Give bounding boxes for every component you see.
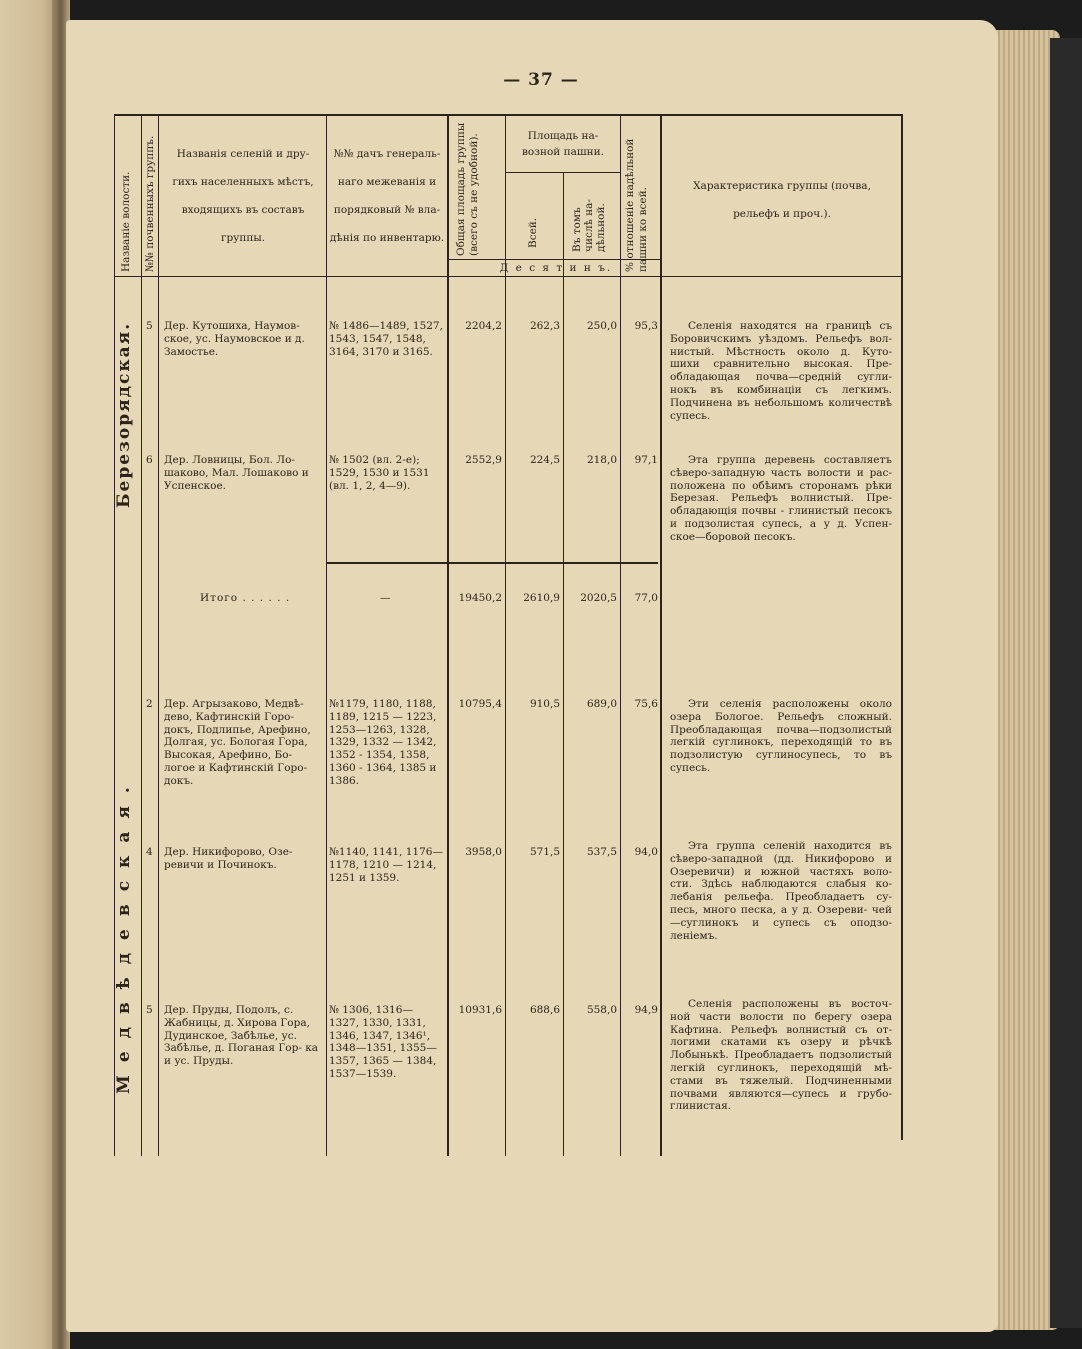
group-characteristic: Эта группа селеній находится въ сѣверо-западной (дд. Никифорово и Озеревичи) и южной частяхъ воло- сти. Здѣсь наблюдаются слабыя ко- лебанія рельефа. Преобладаетъ су- песь, много песка, а у д. Озереви- чей—суглинокъ и супесь съ оподзо- леніемъ.	[670, 840, 892, 942]
volost-name: Медвѣдевская.	[114, 774, 134, 1094]
group-characteristic: Селенія расположены въ восточ- ной части волости по берегу озера Кафтина. Рельефъ волнистый съ от- логими скатами къ озеру и рѣчкѣ Лобынькѣ. Преобладаетъ подзолистый легкій суглинокъ, переходящій мѣ- стами въ тяжелый. Подчиненными почвами являются—супесь и грубо- глинистая.	[670, 998, 892, 1113]
arable-area: 224,5	[529, 454, 560, 466]
volost-name: Березорядская.	[114, 321, 134, 508]
allotment-area: 558,0	[586, 1004, 617, 1016]
rule-group	[141, 114, 142, 1156]
group-characteristic: Эти селенія расположены около озера Бологое. Рельефъ сложный. Преобладающая почва—подзолистый легкій суглинокъ, переходящій то въ подзолистую суглиносупесь, то въ супесь.	[670, 698, 892, 774]
dachi-numbers: № 1486—1489, 1527, 1543, 1547, 1548, 3164, 3170 и 3165.	[329, 320, 443, 358]
allotment-percent: 94,9	[634, 1004, 658, 1016]
table-top-rule	[114, 114, 902, 116]
rule-allot	[563, 172, 564, 1156]
header-dachi: №№ дачъ генераль- наго межеванія и порядковый № вла- дѣнія по инвентарю.	[329, 148, 445, 244]
dachi-numbers: №1140, 1141, 1176— 1178, 1210 — 1214, 1251 и 1359.	[329, 846, 443, 884]
allotment-percent: 97,1	[634, 454, 658, 466]
header-characteristic: Характеристика группы (почва, рельефъ и проч.).	[693, 180, 871, 220]
allotment-percent: 75,6	[634, 698, 658, 710]
total-area: 10795,4	[458, 698, 502, 710]
arable-area: 571,5	[529, 846, 560, 858]
allotment-percent: 77,0	[634, 592, 658, 604]
rule-dachi	[326, 114, 327, 1156]
header-arable-title: Площадь на- возной пашни.	[522, 130, 604, 158]
settlement-names: Дер. Ловницы, Бол. Ло- шаково, Мал. Лошаково и Успенское.	[164, 454, 309, 492]
allotment-area: 218,0	[586, 454, 617, 466]
total-area: 2552,9	[465, 454, 502, 466]
arable-area: 2610,9	[523, 592, 560, 604]
allotment-area: 250,0	[586, 320, 617, 332]
rule-total	[447, 114, 449, 1156]
settlement-names: Дер. Кутошиха, Наумов- ское, ус. Наумовское и д. Замостье.	[164, 320, 305, 358]
total-area: 19450,2	[458, 592, 502, 604]
settlement-names: Дер. Никифорово, Озе- ревичи и Починокъ.	[164, 846, 293, 871]
total-area: 10931,6	[458, 1004, 502, 1016]
total-label: Итого . . . . . .	[200, 592, 291, 604]
rule-char	[660, 114, 662, 1156]
header-arable-all: Всей.	[527, 217, 539, 248]
group-number: 6	[146, 454, 153, 466]
table-right-rule	[901, 114, 903, 1140]
arable-area: 262,3	[529, 320, 560, 332]
allotment-area: 2020,5	[580, 592, 617, 604]
itogo-rule	[326, 562, 658, 564]
header-names: Названія селеній и дру- гихъ населенныхъ мѣстъ, входящихъ въ составъ группы.	[172, 148, 314, 244]
allotment-area: 689,0	[586, 698, 617, 710]
total-area: 2204,2	[465, 320, 502, 332]
header-percent: % отношеніе надѣльной пашни ко всей.	[624, 138, 649, 272]
settlement-names: Дер. Агрызаково, Медвѣ- дево, Кафтинскій Горо- докъ, Подлипье, Арефино, Долгая, ус. Бологая Гора, Высокая, Арефино, Бо- логое и Кафтинскій Горо- докъ.	[164, 698, 311, 787]
settlement-names: Дер. Пруды, Подолъ, с. Жабницы, д. Хирова Гора, Дудинское, Забѣлье, ус. Забѣлье, д. Поганая Гор- ка и ус. Пруды.	[164, 1004, 319, 1068]
group-number: 4	[146, 846, 153, 858]
header-total-area: Общая площадь группы (всего съ не удобной).	[455, 122, 480, 256]
total-dachi: —	[380, 592, 391, 604]
header-group-no: №№ почвенныхъ группъ.	[144, 135, 156, 272]
dachi-numbers: №1179, 1180, 1188, 1189, 1215 — 1223, 1253—1263, 1328, 1329, 1332 — 1342, 1352 - 1354, 1358, 1360 - 1364, 1385 и 1386.	[329, 698, 437, 787]
group-number: 5	[146, 1004, 153, 1016]
left-page-edge	[0, 0, 60, 1349]
group-number: 5	[146, 320, 153, 332]
dachi-numbers: № 1306, 1316— 1327, 1330, 1331, 1346, 1347, 1346¹, 1348—1351, 1355— 1357, 1365 — 1384, 1537—1539.	[329, 1004, 437, 1080]
total-area: 3958,0	[465, 846, 502, 858]
arable-area: 910,5	[529, 698, 560, 710]
header-bottom-rule	[114, 276, 902, 277]
header-arable-allot: Въ томъ числѣ на- дѣльной.	[571, 199, 607, 252]
header-volost: Названіе волости.	[120, 171, 132, 272]
dachi-numbers: № 1502 (вл. 2-е); 1529, 1530 и 1531 (вл. 1, 2, 4—9).	[329, 454, 430, 492]
allotment-percent: 94,0	[634, 846, 658, 858]
arable-area: 688,6	[529, 1004, 560, 1016]
header-units: Д е с я т и н ъ.	[499, 262, 613, 274]
allotment-percent: 95,3	[634, 320, 658, 332]
group-number: 2	[146, 698, 153, 710]
group-characteristic: Эта группа деревень составляетъ сѣверо-западную часть волости и рас- положена по обѣимъ сторонамъ рѣки Березая. Рельефъ волнистый. Пре- обладающія почвы - глинистый песокъ и подзолистая супесь, а у д. Успен- ское—боровой песокъ.	[670, 454, 892, 543]
rule-names	[158, 114, 159, 1156]
book-cover	[1050, 38, 1082, 1328]
allotment-area: 537,5	[586, 846, 617, 858]
group-characteristic: Селенія находятся на границѣ съ Боровичскимъ уѣздомъ. Рельефъ вол- нистый. Мѣстность около д. Куто- шихи сравнительно высокая. Пре- обладающая почва—средній сугли- нокъ въ комбинаціи съ легкимъ. Подчинена въ небольшомъ количествѣ супесь.	[670, 320, 892, 422]
page-number: — 37 —	[503, 70, 579, 90]
